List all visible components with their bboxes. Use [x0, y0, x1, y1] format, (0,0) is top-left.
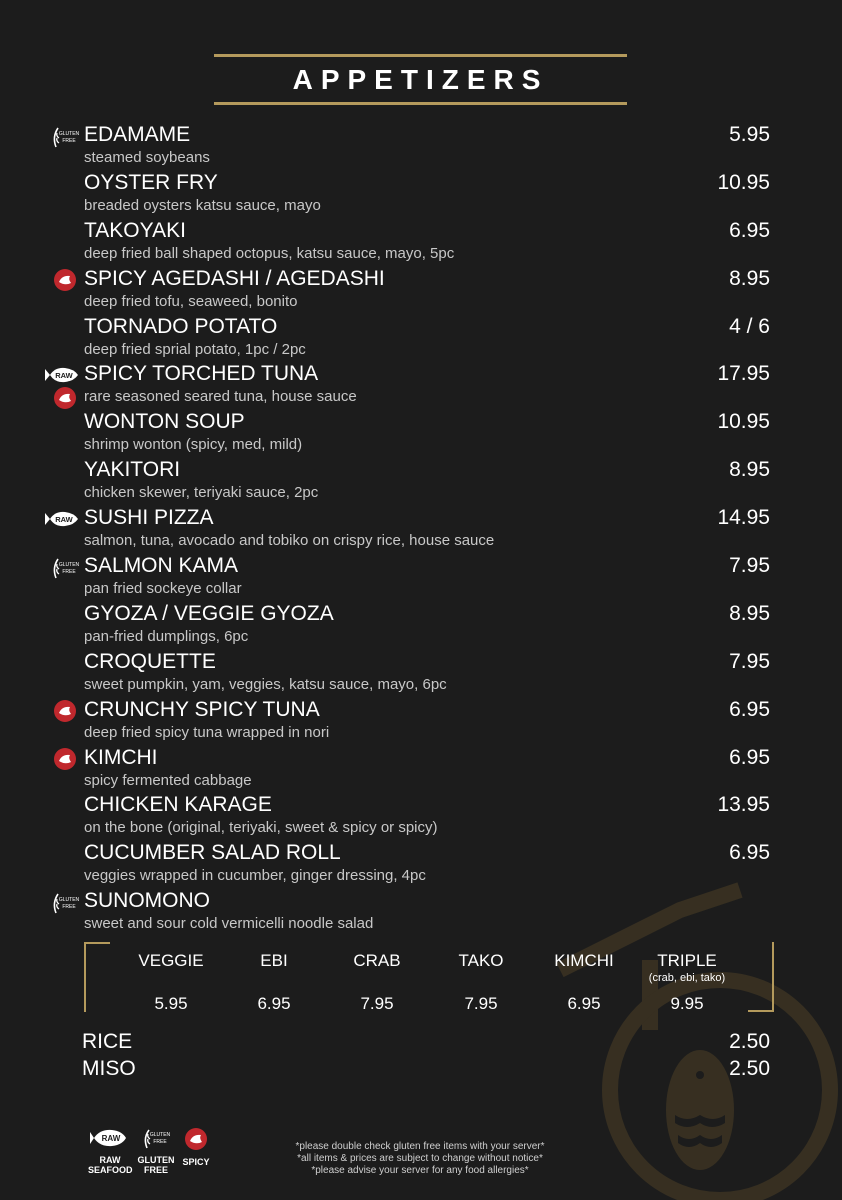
svg-text:FREE: FREE: [62, 138, 76, 144]
menu-item: [0, 360, 842, 408]
svg-text:FREE: FREE: [62, 904, 76, 911]
menu-item-price: 17.95: [717, 362, 770, 386]
menu-item: [0, 217, 842, 265]
note-line: *please double check gluten free items with your server*: [295, 1141, 545, 1152]
menu-item: [0, 169, 842, 217]
sunomono-option-name: TRIPLE: [657, 951, 717, 970]
menu-items-list: [0, 121, 842, 935]
svg-text:FREE: FREE: [153, 1139, 167, 1145]
gluten-free-icon: [141, 1126, 171, 1150]
menu-item: [0, 552, 842, 600]
menu-item-description: pan fried sockeye collar: [84, 580, 242, 598]
sunomono-option: [219, 950, 329, 1013]
menu-item-description: spicy fermented cabbage: [84, 771, 252, 789]
raw-seafood-icon: [44, 508, 80, 530]
menu-item-price: 8.95: [729, 601, 770, 625]
menu-item-name: SPICY AGEDASHI / AGEDASHI: [84, 266, 385, 290]
extra-name: RICE: [82, 1030, 133, 1053]
sunomono-option: [322, 950, 432, 1013]
raw-seafood-icon: [44, 364, 80, 386]
menu-item: [0, 791, 842, 839]
footer-notes: [260, 1141, 580, 1177]
menu-item: [0, 408, 842, 456]
svg-text:GLUTEN: GLUTEN: [58, 562, 80, 569]
sunomono-option-name: KIMCHI: [554, 951, 614, 970]
svg-text:GLUTEN: GLUTEN: [58, 897, 80, 904]
menu-item-description: chicken skewer, teriyaki sauce, 2pc: [84, 484, 319, 502]
menu-item-price: 7.95: [729, 649, 770, 673]
menu-item: [0, 839, 842, 887]
menu-item-price: 14.95: [717, 506, 770, 530]
menu-item-name: TORNADO POTATO: [84, 314, 278, 338]
legend-gluten-free: [136, 1126, 176, 1175]
legend-spicy: [180, 1126, 212, 1167]
extra-name: MISO: [82, 1057, 136, 1080]
sunomono-option-name: TAKO: [458, 951, 504, 970]
menu-item: [0, 456, 842, 504]
menu-item-description: veggies wrapped in cucumber, ginger dressing, 4pc: [84, 867, 426, 885]
spicy-icon: [52, 747, 78, 771]
menu-item-name: WONTON SOUP: [84, 410, 245, 434]
menu-item: [0, 265, 842, 313]
menu-item: [0, 744, 842, 792]
menu-item-price: 6.95: [729, 745, 770, 769]
svg-text:GLUTEN: GLUTEN: [58, 131, 80, 137]
menu-item-description: sweet pumpkin, yam, veggies, katsu sauce, mayo, 6pc: [84, 675, 447, 693]
legend-raw-line2: SEAFOOD: [88, 1165, 133, 1175]
sunomono-option: [529, 950, 639, 1013]
menu-item-name: YAKITORI: [84, 458, 181, 482]
title-rule-bottom: [214, 102, 627, 105]
menu-item-description: on the bone (original, teriyaki, sweet & spicy or spicy): [84, 819, 438, 837]
menu-item-description: pan-fried dumplings, 6pc: [84, 627, 249, 645]
menu-item-description: steamed soybeans: [84, 149, 210, 166]
menu-item-name: SALMON KAMA: [84, 554, 239, 578]
menu-item-name: SUNOMONO: [84, 889, 210, 913]
menu-item-price: 10.95: [717, 170, 770, 194]
menu-item-description: deep fried ball shaped octopus, katsu sauce, mayo, 5pc: [84, 244, 455, 262]
title-rule-top: [214, 54, 627, 57]
sunomono-option-name: VEGGIE: [138, 951, 204, 970]
svg-text:FREE: FREE: [62, 569, 76, 576]
menu-item-price: 6.95: [729, 697, 770, 721]
sunomono-option-price: 9.95: [670, 994, 704, 1013]
sunomono-option: [426, 950, 536, 1013]
extra-price: 2.50: [729, 1030, 770, 1053]
spicy-icon: [52, 386, 78, 410]
icon-legend: [88, 1126, 218, 1176]
sunomono-option-price: 6.95: [567, 994, 601, 1013]
svg-text:RAW: RAW: [101, 1134, 121, 1143]
sunomono-option-name: CRAB: [353, 951, 401, 970]
menu-item-price: 7.95: [729, 554, 770, 578]
menu-item-description: salmon, tuna, avocado and tobiko on crispy rice, house sauce: [84, 532, 495, 550]
menu-item-description: rare seasoned seared tuna, house sauce: [84, 388, 357, 406]
menu-item: [0, 600, 842, 648]
note-line: *please advise your server for any food allergies*: [311, 1165, 529, 1176]
gluten-free-icon: [50, 556, 80, 580]
menu-item-name: GYOZA / VEGGIE GYOZA: [84, 601, 334, 625]
raw-seafood-icon: [90, 1126, 130, 1150]
menu-item-name: EDAMAME: [84, 123, 191, 146]
spicy-icon: [52, 699, 78, 723]
note-line: *all items & prices are subject to change without notice*: [297, 1153, 543, 1164]
menu-item-description: deep fried tofu, seaweed, bonito: [84, 292, 298, 310]
menu-item-name: SPICY TORCHED TUNA: [84, 362, 319, 386]
gluten-free-icon: [50, 125, 80, 149]
menu-item-name: CHICKEN KARAGE: [84, 793, 272, 817]
menu-item: [0, 313, 842, 361]
sunomono-option-price: 6.95: [257, 994, 291, 1013]
menu-item-price: 5.95: [729, 123, 770, 146]
sunomono-options-box: [84, 942, 774, 1012]
menu-item-name: CUCUMBER SALAD ROLL: [84, 841, 341, 865]
spicy-icon: [52, 268, 78, 292]
sunomono-option-price: 5.95: [154, 994, 188, 1013]
svg-text:RAW: RAW: [55, 515, 73, 525]
menu-item-name: SUSHI PIZZA: [84, 506, 214, 530]
svg-text:GLUTEN: GLUTEN: [149, 1132, 171, 1138]
svg-text:RAW: RAW: [55, 371, 73, 381]
page-title: APPETIZERS: [292, 64, 549, 95]
sunomono-option: [116, 950, 226, 1013]
menu-item-description: sweet and sour cold vermicelli noodle salad: [84, 915, 374, 933]
menu-item-name: KIMCHI: [84, 745, 158, 769]
menu-item-price: 8.95: [729, 458, 770, 482]
legend-raw-line1: RAW: [99, 1155, 121, 1165]
menu-item-price: 4 / 6: [729, 314, 770, 338]
sunomono-option-note: (crab, ebi, tako): [648, 972, 726, 984]
menu-item: [0, 504, 842, 552]
menu-item-price: 13.95: [717, 793, 770, 817]
menu-item-price: 6.95: [729, 841, 770, 865]
legend-gf-line1: GLUTEN: [137, 1155, 175, 1165]
menu-item-name: OYSTER FRY: [84, 170, 218, 194]
gluten-free-icon: [50, 891, 80, 915]
legend-gf-line2: FREE: [143, 1165, 168, 1175]
sunomono-option: [632, 950, 742, 1013]
sunomono-option-name: EBI: [260, 951, 288, 970]
menu-item-price: 8.95: [729, 266, 770, 290]
menu-item-description: shrimp wonton (spicy, med, mild): [84, 436, 303, 454]
menu-item-name: CROQUETTE: [84, 649, 216, 673]
menu-item: [0, 121, 842, 169]
legend-raw: [88, 1126, 132, 1175]
menu-item: [0, 696, 842, 744]
menu-item-price: 10.95: [717, 410, 770, 434]
sunomono-option-price: 7.95: [464, 994, 498, 1013]
extra-price: 2.50: [729, 1057, 770, 1080]
menu-item: [0, 648, 842, 696]
menu-item-description: deep fried spicy tuna wrapped in nori: [84, 723, 330, 741]
legend-spicy-line1: SPICY: [182, 1157, 210, 1167]
menu-item: [0, 887, 842, 935]
menu-item-description: deep fried sprial potato, 1pc / 2pc: [84, 340, 306, 358]
menu-item-price: 6.95: [729, 218, 770, 242]
menu-item-name: CRUNCHY SPICY TUNA: [84, 697, 320, 721]
sunomono-option-price: 7.95: [360, 994, 394, 1013]
menu-item-description: breaded oysters katsu sauce, mayo: [84, 196, 321, 214]
menu-item-name: TAKOYAKI: [84, 218, 186, 242]
spicy-icon: [183, 1126, 209, 1152]
